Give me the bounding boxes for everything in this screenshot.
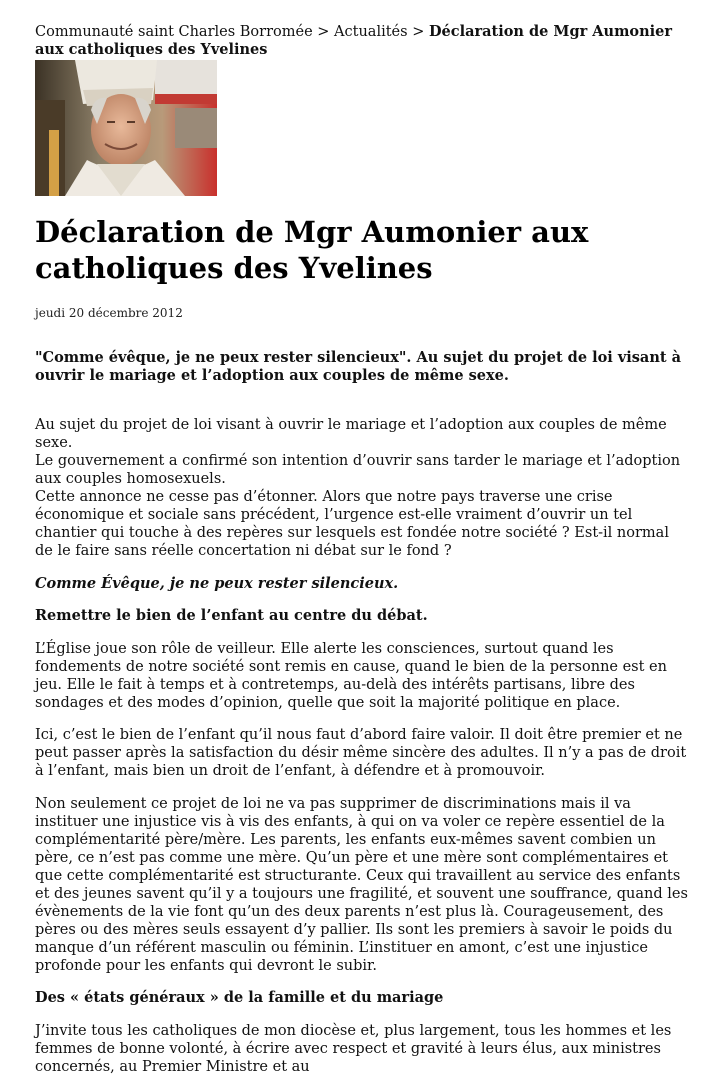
article-lead: "Comme évêque, je ne peux rester silencieux". Au sujet du projet de loi visant à ouvrir le mariage et l’adoption aux couples de même sexe.	[35, 349, 682, 384]
intro-line: Cette annonce ne cesse pas d’étonner. Alors que notre pays traverse une crise économique et sociale sans précédent, l’urgence est-elle vraiment d’ouvrir un tel chantier qui touche à des repères sur lesquels est fondée notre société ? Est-il normal de le faire sans réelle concertation ni débat sur le fond ?	[35, 489, 669, 559]
breadcrumb-home-link[interactable]: Communauté saint Charles Borromée	[35, 24, 313, 40]
statement: Comme Évêque, je ne peux rester silencieux.	[35, 574, 399, 592]
bishop-portrait-image	[35, 60, 217, 196]
paragraph: J’invite tous les catholiques de mon diocèse et, plus largement, tous les hommes et les femmes de bonne volonté, à écrire avec respect et gravité à leurs élus, aux ministres concernés, au Premier Ministre et au	[35, 1022, 672, 1075]
breadcrumb-separator: >	[412, 24, 425, 40]
breadcrumb-current: Déclaration de Mgr Aumonier aux catholiques des Yvelines	[35, 23, 672, 58]
article-body	[35, 416, 690, 1090]
paragraph: Non seulement ce projet de loi ne va pas supprimer de discriminations mais il va instituer une injustice vis à vis des enfants, à qui on va voler ce repère essentiel de la complémentarité père/mère. Les parents, les enfants eux-mêmes savent combien un père, ce n’est pas comme une mère. Qu’un père et une mère sont complémentaires et que cette complémentarité est structurante. Ceux qui travaillent au service des enfants et des jeunes savent qu’il y a toujours une fragilité, et souvent une souffrance, quand les évènements de la vie font qu’un des deux parents n’est plus là. Courageusement, des pères ou des mères seuls essayent d’y pallier. Ils sont les premiers à savoir le poids du manque d’un référent masculin ou féminin. L’instituer en amont, c’est une injustice profonde pour les enfants qui devront le subir.	[35, 795, 688, 974]
paragraph: Ici, c’est le bien de l’enfant qu’il nous faut d’abord faire valoir. Il doit être premier et ne peut passer après la satisfaction du désir même sincère des adultes. Il n’y a pas de droit à l’enfant, mais bien un droit de l’enfant, à défendre et à promouvoir.	[35, 727, 687, 779]
intro-line: Le gouvernement a confirmé son intention d’ouvrir sans tarder le mariage et l’adoption aux couples homosexuels.	[35, 453, 681, 487]
breadcrumb-separator: >	[317, 24, 330, 40]
section-heading: Des « états généraux » de la famille et du mariage	[35, 989, 444, 1006]
paragraph: L’Église joue son rôle de veilleur. Elle alerte les consciences, surtout quand les fondements de notre société sont remis en cause, quand le bien de la personne est en jeu. Elle le fait à temps et à contretemps, au-delà des intérêts partisans, libre des sondages et des modes d’opinion, quelle que soit la majorité politique en place.	[35, 640, 667, 711]
section-heading: Remettre le bien de l’enfant au centre du débat.	[35, 607, 428, 624]
article-title: Déclaration de Mgr Aumonier aux catholiques des Yvelines	[35, 215, 589, 285]
article-date: jeudi 20 décembre 2012	[35, 306, 183, 320]
article-photo	[35, 60, 217, 196]
breadcrumb	[35, 23, 695, 59]
breadcrumb-section-link[interactable]: Actualités	[334, 24, 408, 40]
intro-line: Au sujet du projet de loi visant à ouvrir le mariage et l’adoption aux couples de même sexe.	[35, 417, 667, 451]
